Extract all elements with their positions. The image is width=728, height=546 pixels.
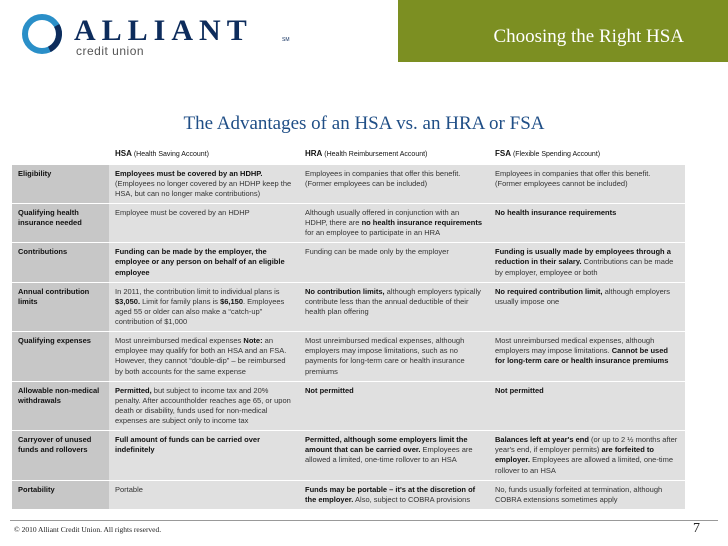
table-cell <box>299 332 489 382</box>
table-cell <box>489 164 685 203</box>
table-cell <box>109 381 299 431</box>
table-cell <box>489 282 685 332</box>
column-description: (Health Saving Account) <box>133 150 209 158</box>
cell-text-bold: Not permitted <box>495 385 544 395</box>
comparison-table <box>12 145 685 509</box>
cell-text: Also, subject to COBRA provisions <box>353 494 471 504</box>
cell-text: Employees in companies that offer this benefit. (Former employees cannot be included) <box>495 168 651 188</box>
cell-text: (Employees no longer covered by an HDHP keep the HSA, but can no longer make contributions) <box>115 178 292 198</box>
table-cell <box>109 431 299 481</box>
table-cell <box>489 203 685 242</box>
copyright: © 2010 Alliant Credit Union. All rights reserved. <box>14 525 162 534</box>
cell-text-bold: No contribution limits, <box>305 286 385 296</box>
table-cell <box>299 282 489 332</box>
cell-text: In 2011, the contribution limit to individual plans is <box>115 286 280 296</box>
column-name: HSA <box>115 148 132 158</box>
cell-text: Most unreimbursed medical expenses <box>115 336 244 346</box>
row-label: Portability <box>12 480 109 509</box>
table-row <box>12 203 685 242</box>
header-blank <box>12 145 109 164</box>
cell-text: (or up to 2 ½ months after year's end, if employer permits) <box>495 435 678 455</box>
table-cell <box>489 243 685 282</box>
cell-text: Employees are allowed a limited, one-time rollover to an HSA <box>305 445 473 465</box>
cell-text: Employee must be covered by an HDHP <box>115 207 250 217</box>
cell-text-bold: No required contribution limit, <box>495 286 603 296</box>
table-cell <box>299 203 489 242</box>
header-band <box>398 0 728 62</box>
table-header-row <box>12 145 685 164</box>
cell-text: Employees are allowed a limited, one-time rollover to an HSA <box>495 455 674 475</box>
cell-text: No, funds usually forfeited at termination, although COBRA extensions sometimes apply <box>495 484 663 504</box>
table-cell <box>109 203 299 242</box>
column-description: (Health Reimbursement Account) <box>324 150 428 158</box>
cell-text-bold: Permitted, <box>115 385 152 395</box>
cell-text: Contributions can be made by employer, employee or both <box>495 257 674 277</box>
row-label: Eligibility <box>12 164 109 203</box>
row-label: Carryover of unused funds and rollovers <box>12 431 109 481</box>
cell-text: Limit for family plans is <box>140 296 221 306</box>
table-cell <box>489 431 685 481</box>
cell-text-bold: Funds may be portable – it's at the discretion of the employer. <box>305 484 476 504</box>
column-header-hsa <box>109 145 299 164</box>
cell-text: although employers typically contribute less than the annual deductible of their health plan offering <box>305 286 481 316</box>
cell-text-bold: $6,150 <box>220 296 244 306</box>
cell-text-bold: Employees must be covered by an HDHP. <box>115 168 263 178</box>
cell-text: for an employee to participate in an HRA <box>305 228 441 238</box>
cell-text: Funding can be made only by the employer <box>305 247 449 257</box>
table-cell <box>109 164 299 203</box>
alliant-logo <box>20 10 320 60</box>
cell-text-bold: No health insurance requirements <box>495 207 617 217</box>
table-cell <box>489 332 685 382</box>
table-cell <box>299 431 489 481</box>
table-row <box>12 282 685 332</box>
table-row <box>12 381 685 431</box>
table-cell <box>109 243 299 282</box>
logo-service-mark: SM <box>282 37 290 43</box>
page-number: 7 <box>693 521 700 536</box>
table-row <box>12 431 685 481</box>
footer-divider <box>10 520 718 521</box>
page-subtitle: The Advantages of an HSA vs. an HRA or FSA <box>183 113 545 134</box>
column-description: (Flexible Spending Account) <box>512 150 601 158</box>
slide-title: Choosing the Right HSA <box>493 26 684 47</box>
cell-text: Most unreimbursed medical expenses, although employers may impose limitations, such as no payments for long-term care or health insurance premiums <box>305 336 465 376</box>
logo-name: ALLIANT <box>74 14 253 47</box>
logo-subtitle: credit union <box>76 44 145 58</box>
cell-text: Portable <box>115 484 143 494</box>
cell-text: an employee may qualify for both an HSA and an FSA. However, they cannot “double-dip” – be reimbursed by both accounts for the same expense <box>115 336 287 376</box>
cell-text: but subject to income tax and 20% penalty. After accountholder reaches age 65, or upon death or disability, funds used for non-medical expenses are subject only to income tax <box>115 385 291 425</box>
row-label: Qualifying health insurance needed <box>12 203 109 242</box>
table-cell <box>489 480 685 509</box>
table-cell <box>109 332 299 382</box>
table-cell <box>299 164 489 203</box>
cell-text-bold: are forfeited to employer. <box>495 445 654 465</box>
table-cell <box>489 381 685 431</box>
table-row <box>12 332 685 382</box>
table-row <box>12 480 685 509</box>
row-label: Contributions <box>12 243 109 282</box>
cell-text-bold: Not permitted <box>305 385 354 395</box>
cell-text-bold: $3,050. <box>115 296 141 306</box>
column-header-hra <box>299 145 489 164</box>
table-cell <box>299 480 489 509</box>
cell-text-bold: no health insurance requirements <box>361 218 483 227</box>
row-label: Allowable non-medical withdrawals <box>12 381 109 431</box>
table-row <box>12 164 685 203</box>
table-body <box>12 164 685 509</box>
table-cell <box>109 282 299 332</box>
table-row <box>12 243 685 282</box>
cell-text: . Employees aged 55 or older can also make a “catch-up” contribution of $1,000 <box>115 296 285 326</box>
cell-text: although employers usually impose one <box>495 286 671 306</box>
table-cell <box>299 243 489 282</box>
column-name: HRA <box>305 148 323 158</box>
column-name: FSA <box>495 148 511 158</box>
column-header-fsa <box>489 145 685 164</box>
cell-text: Most unreimbursed medical expenses, although employers may impose limitations. <box>495 336 655 356</box>
cell-text: Although usually offered in conjunction with an HDHP, there are <box>305 207 460 227</box>
row-label: Qualifying expenses <box>12 332 109 382</box>
cell-text-bold: Cannot be used for long-term care or health insurance premiums <box>495 346 669 366</box>
cell-text-bold: Note: <box>243 336 263 346</box>
cell-text-bold: Funding can be made by the employer, the employee or any person on behalf of an eligible employee <box>115 247 285 277</box>
alliant-ring-logo-icon <box>20 12 64 56</box>
cell-text-bold: Full amount of funds can be carried over indefinitely <box>115 435 261 455</box>
cell-text: Employees in companies that offer this benefit. (Former employees can be included) <box>305 168 461 188</box>
cell-text-bold: Funding is usually made by employees through a reduction in their salary. <box>495 247 671 267</box>
cell-text-bold: Permitted, although some employers limit the amount that can be carried over. <box>305 435 468 455</box>
table-cell <box>109 480 299 509</box>
row-label: Annual contribution limits <box>12 282 109 332</box>
table-cell <box>299 381 489 431</box>
cell-text-bold: Balances left at year's end <box>495 435 589 445</box>
